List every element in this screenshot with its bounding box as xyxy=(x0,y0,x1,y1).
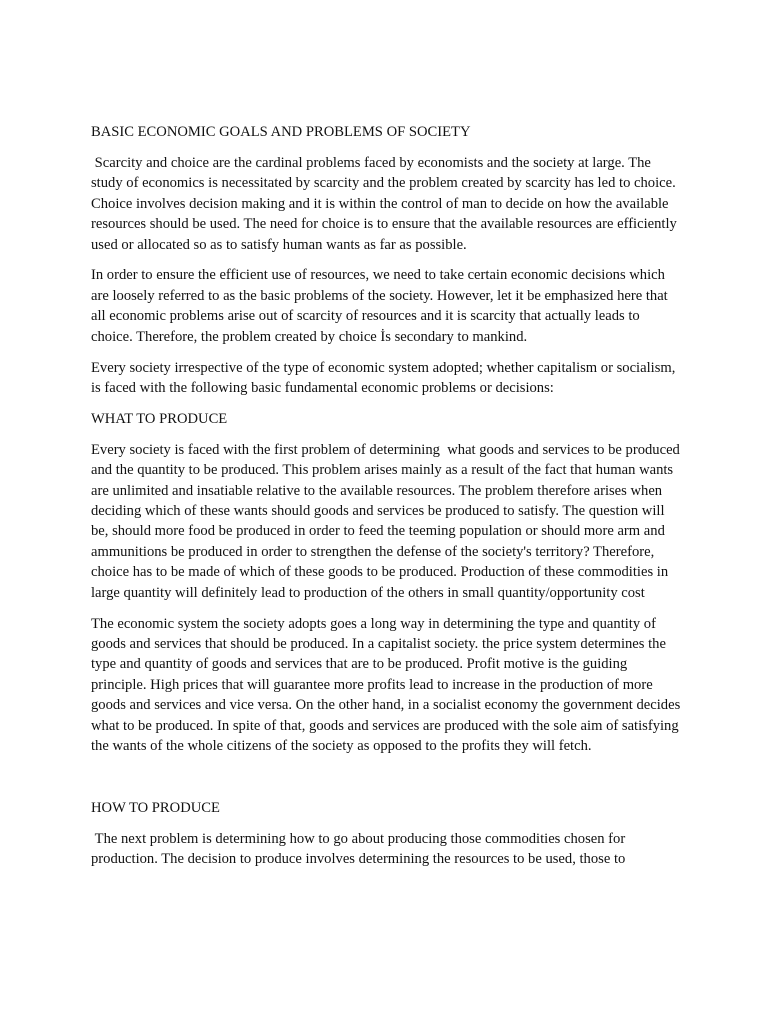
paragraph: Scarcity and choice are the cardinal problems faced by economists and the society at large. The study of economics is necessitated by scarcity and the problem created by scarcity has led to choice. Choice involves decision making and it is within the control of man to decide on how the available resources should be used. The need for choice is to ensure that the available resources are efficiently used or allocated so as to satisfy human wants as far as possible. xyxy=(91,154,681,253)
section-heading-how-to-produce: HOW TO PRODUCE xyxy=(91,799,220,816)
document-page xyxy=(91,122,684,880)
document-title: BASIC ECONOMIC GOALS AND PROBLEMS OF SOCIETY xyxy=(91,124,471,140)
spacer xyxy=(91,767,681,798)
paragraph: Every society is faced with the first problem of determining what goods and services to be produced and the quantity to be produced. This problem arises mainly as a result of the fact that human wants are unlimited and insatiable relative to the available resources. The problem therefore arises when deciding which of these wants should goods and services be produced to satisfy. The question will be, should more food be produced in order to feed the teeming population or should more arm and ammunitions be produced in order to strengthen the defense of the society's territory? Therefore, choice has to be made of which of these goods to be produced. Production of these commodities in large quantity will definitely lead to production of the others in small quantity/opportunity cost xyxy=(91,441,684,601)
paragraph: In order to ensure the efficient use of resources, we need to take certain economic decisions which are loosely referred to as the basic problems of the society. However, let it be emphasized here that all economic problems arise out of scarcity of resources and it is scarcity that actually leads to choice. Therefore, the problem created by choice İs secondary to mankind. xyxy=(91,267,668,345)
paragraph: The next problem is determining how to go about producing those commodities chosen for production. The decision to produce involves determining the resources to be used, those to xyxy=(91,830,629,868)
section-heading-what-to-produce: WHAT TO PRODUCE xyxy=(91,410,228,427)
paragraph: The economic system the society adopts goes a long way in determining the type and quantity of goods and services that should be produced. In a capitalist society. the price system determines the type and quantity of goods and services that are to be produced. Profit motive is the guiding principle. High prices that will guarantee more profits lead to increase in the production of more goods and services and vice versa. On the other hand, in a socialist economy the government decides what to be produced. In spite of that, goods and services are produced with the sole aim of satisfying the wants of the whole citizens of the society as opposed to the profits they will fetch. xyxy=(91,615,681,754)
paragraph: Every society irrespective of the type of economic system adopted; whether capitalism or socialism, is faced with the following basic fundamental economic problems or decisions: xyxy=(91,359,676,396)
